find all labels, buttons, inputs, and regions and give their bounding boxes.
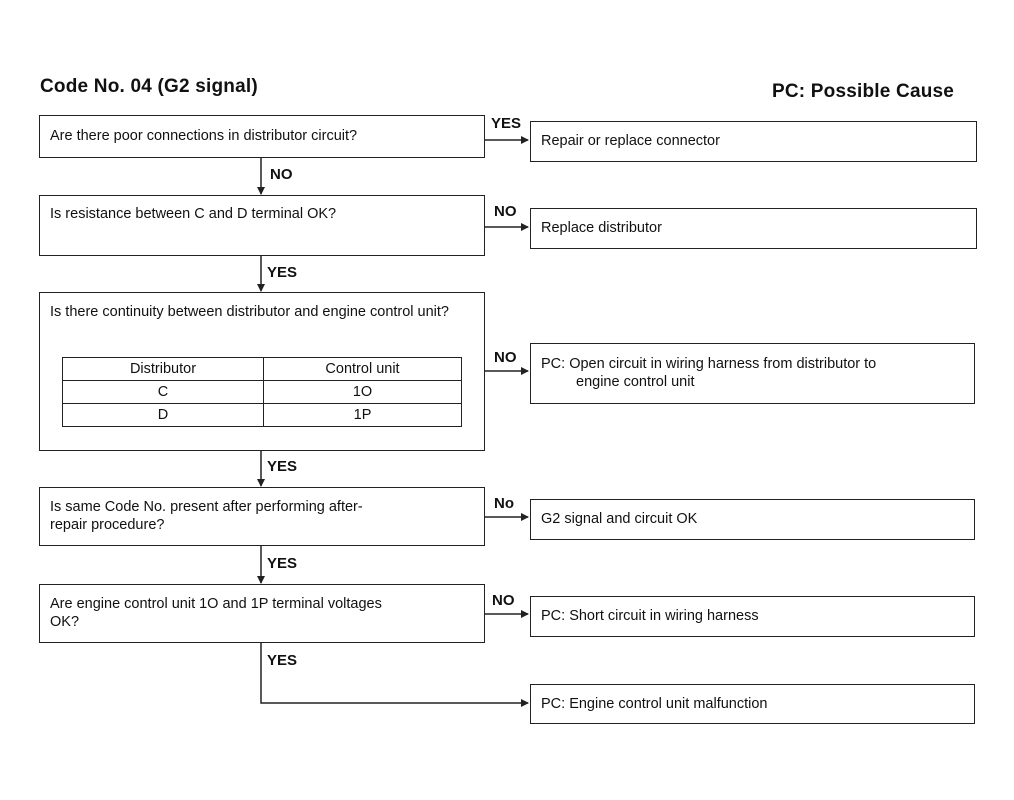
table-cell: 1P xyxy=(264,404,462,427)
question-box-1 xyxy=(39,115,485,158)
result-text-3-line1: PC: Open circuit in wiring harness from distributor to xyxy=(541,356,877,372)
down-label-2: YES xyxy=(267,264,298,281)
down-label-1: NO xyxy=(270,166,293,183)
result-box-final xyxy=(530,684,975,724)
table-cell: C xyxy=(63,381,264,404)
continuity-table xyxy=(62,357,462,427)
question-text-5-line1: Are engine control unit 1O and 1P terminal voltages xyxy=(50,596,382,612)
table-cell: D xyxy=(63,404,264,427)
branch-label-3: NO xyxy=(494,349,517,366)
branch-label-4: No xyxy=(494,495,514,512)
question-text-2: Is resistance between C and D terminal OK? xyxy=(50,206,337,222)
table-cell: 1O xyxy=(264,381,462,404)
table-header-control-unit: Control unit xyxy=(264,358,462,381)
result-text-3-line2: engine control unit xyxy=(576,374,695,390)
legend-title: PC: Possible Cause xyxy=(772,81,955,102)
question-text-4-line2: repair procedure? xyxy=(50,517,165,533)
branch-label-5: NO xyxy=(492,592,515,609)
result-text-1: Repair or replace connector xyxy=(541,133,720,149)
result-text-5: PC: Short circuit in wiring harness xyxy=(541,608,759,624)
branch-label-1: YES xyxy=(491,115,522,132)
question-box-2 xyxy=(39,195,485,256)
result-box-1 xyxy=(530,121,977,162)
down-label-5: YES xyxy=(267,652,298,669)
final-connector xyxy=(261,642,528,703)
branch-label-2: NO xyxy=(494,203,517,220)
table-row xyxy=(63,381,462,404)
down-label-4: YES xyxy=(267,555,298,572)
result-box-2 xyxy=(530,208,977,249)
result-text-4: G2 signal and circuit OK xyxy=(541,511,698,527)
table-row xyxy=(63,404,462,427)
result-box-5 xyxy=(530,596,975,637)
result-text-2: Replace distributor xyxy=(541,220,662,236)
table-header-row xyxy=(63,358,462,381)
question-box-5 xyxy=(39,584,485,643)
result-box-4 xyxy=(530,499,975,540)
question-text-4-line1: Is same Code No. present after performing after- xyxy=(50,499,363,515)
result-box-3 xyxy=(530,343,975,404)
question-text-5-line2: OK? xyxy=(50,614,80,630)
table-header-distributor: Distributor xyxy=(63,358,264,381)
question-text-1: Are there poor connections in distributor circuit? xyxy=(50,128,358,144)
page-title: Code No. 04 (G2 signal) xyxy=(40,76,258,97)
question-box-4 xyxy=(39,487,485,546)
result-text-final: PC: Engine control unit malfunction xyxy=(541,696,768,712)
down-label-3: YES xyxy=(267,458,298,475)
question-text-3: Is there continuity between distributor and engine control unit? xyxy=(50,304,449,320)
